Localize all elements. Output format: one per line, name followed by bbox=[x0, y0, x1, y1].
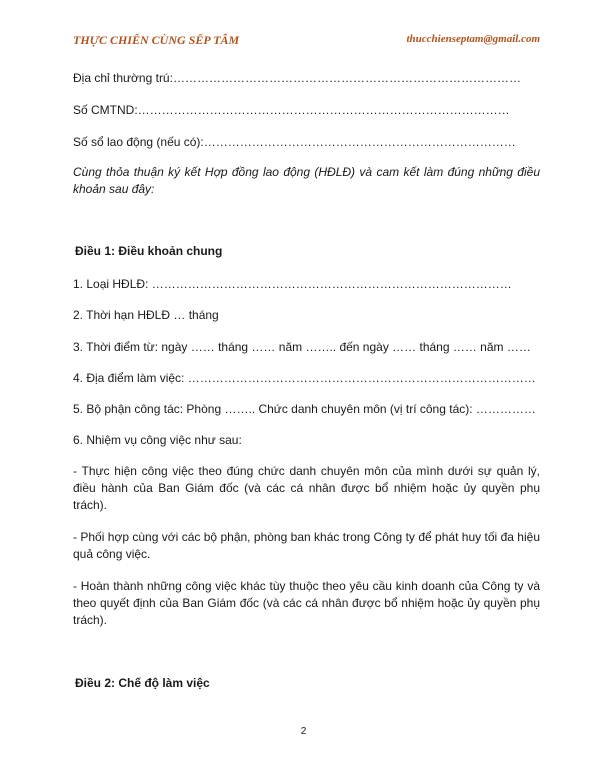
id-number-line: Số CMTND:………………………………………………………………………………… bbox=[73, 103, 510, 117]
duty-paragraph-3: - Hoàn thành những công việc khác tùy thuộc theo yêu cầu kinh doanh của Công ty và theo quyết định của Ban Giám đốc (và các cá nhân được bổ nhiệm hoặc ủy quyền phụ trách). bbox=[73, 579, 540, 627]
article-1-item-2: 2. Thời hạn HĐLĐ … tháng bbox=[73, 308, 219, 322]
article-1-item-4: 4. Địa điểm làm việc: …………………………………………………………………………… bbox=[73, 371, 536, 385]
article-1-title: Điều 1: Điều khoản chung bbox=[75, 244, 223, 258]
article-1-item-1: 1. Loại HĐLĐ: ……………………………………………………………………………… bbox=[73, 277, 512, 291]
header-title: THỰC CHIẾN CÙNG SẾP TÂM bbox=[73, 33, 240, 47]
duty-paragraph-2: - Phối hợp cùng với các bộ phận, phòng ban khác trong Công ty để phát huy tối đa hiệu quả công việc. bbox=[73, 530, 540, 561]
article-1-item-6: 6. Nhiệm vụ công việc như sau: bbox=[73, 433, 242, 447]
article-2-title: Điều 2: Chế độ làm việc bbox=[75, 676, 210, 690]
header-email: thucchienseptam@gmail.com bbox=[406, 33, 540, 45]
page-number: 2 bbox=[300, 726, 307, 737]
labor-book-line: Số sổ lao động (nếu có):…………………………………………………………………… bbox=[73, 135, 516, 149]
duty-paragraph-1: - Thực hiện công việc theo đúng chức danh chuyên môn của mình dưới sự quản lý, điều hành của Ban Giám đốc (và các cá nhân được bổ nhiệm hoặc ủy quyền phụ trách). bbox=[73, 464, 540, 512]
address-line: Địa chỉ thường trú:…………………………………………………………………………… bbox=[73, 71, 521, 85]
agreement-paragraph: Cùng thỏa thuận ký kết Hợp đồng lao động (HĐLĐ) và cam kết làm đúng những điều khoản sau đây: bbox=[73, 165, 540, 196]
article-1-item-3: 3. Thời điểm từ: ngày …… tháng …… năm …….. đến ngày …… tháng …… năm …… bbox=[73, 340, 531, 354]
article-1-item-5: 5. Bộ phận công tác: Phòng …….. Chức danh chuyên môn (vị trí công tác): …………… bbox=[73, 402, 536, 416]
